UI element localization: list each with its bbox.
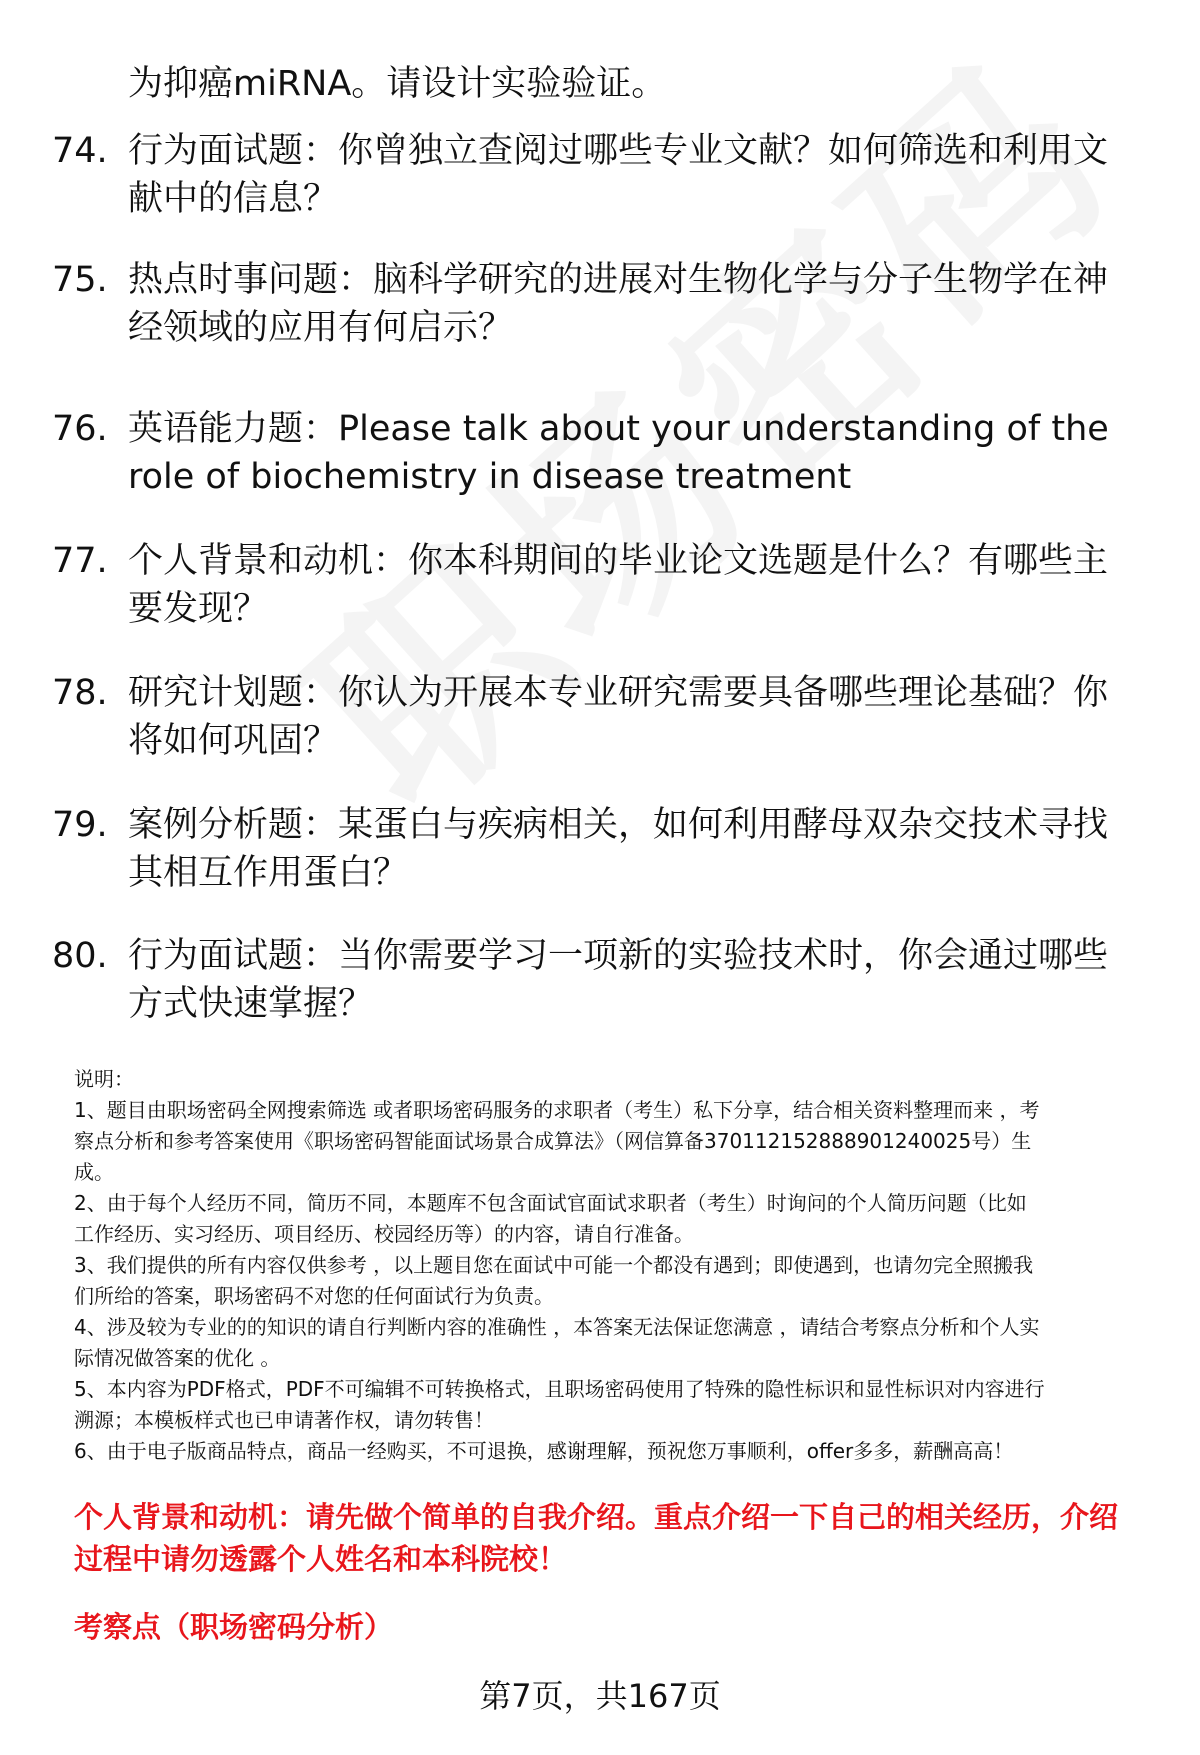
question-text-line1: 热点时事问题：脑科学研究的进展对生物化学与分子生物学在神 <box>128 260 1109 300</box>
question-number: 78. <box>52 673 108 713</box>
notes-line: 2、由于每个人经历不同，简历不同，本题库不包含面试官面试求职者（考生）时询问的个人简历问题（比如 <box>74 1191 1027 1215</box>
question-text-line1: 研究计划题：你认为开展本专业研究需要具备哪些理论基础？你 <box>128 673 1109 713</box>
question-text-line1: 案例分析题：某蛋白与疾病相关，如何利用酵母双杂交技术寻找 <box>128 805 1109 845</box>
question-number: 75. <box>52 260 108 300</box>
question-73-continuation: 为抑癌miRNA。请设计实验验证。 <box>128 64 667 104</box>
question-text-line2: 经领域的应用有何启示？ <box>128 308 514 348</box>
notes-line: 溯源；本模板样式也已申请著作权，请勿转售！ <box>74 1408 494 1432</box>
highlighted-question-line2: 过程中请勿透露个人姓名和本科院校！ <box>74 1542 568 1576</box>
question-number: 74. <box>52 131 108 171</box>
question-text-line2: 献中的信息？ <box>128 179 339 219</box>
notes-line: 成。 <box>74 1160 114 1184</box>
notes-line: 4、涉及较为专业的的知识的请自行判断内容的准确性 ，本答案无法保证您满意 ，请结合考察点分析和个人实 <box>74 1315 1040 1339</box>
analysis-heading: 考察点（职场密码分析） <box>74 1610 394 1644</box>
question-number: 80. <box>52 936 108 976</box>
question-text-line1: 行为面试题：你曾独立查阅过哪些专业文献？如何筛选和利用文 <box>128 131 1109 171</box>
notes-line: 察点分析和参考答案使用《职场密码智能面试场景合成算法》（网信算备370112152888901240025号）生 <box>74 1129 1032 1153</box>
question-text-line1: 个人背景和动机：你本科期间的毕业论文选题是什么？有哪些主 <box>128 541 1109 581</box>
notes-line: 们所给的答案，职场密码不对您的任何面试行为负责。 <box>74 1284 554 1308</box>
question-text-line1: 行为面试题：当你需要学习一项新的实验技术时，你会通过哪些 <box>128 936 1109 976</box>
question-number: 76. <box>52 409 108 449</box>
notes-line: 6、由于电子版商品特点，商品一经购买，不可退换，感谢理解，预祝您万事顺利，offer多多，薪酬高高！ <box>74 1439 1014 1463</box>
notes-line: 际情况做答案的优化 。 <box>74 1346 281 1370</box>
question-text-line1: 英语能力题：Please talk about your understanding of the <box>128 409 1109 449</box>
highlighted-question <box>74 1496 1174 1580</box>
question-text-line2: 将如何巩固？ <box>128 721 339 761</box>
notes-line: 工作经历、实习经历、项目经历、校园经历等）的内容，请自行准备。 <box>74 1222 694 1246</box>
notes-line: 1、题目由职场密码全网搜索筛选 或者职场密码服务的求职者（考生）私下分享，结合相关资料整理而来 ，考 <box>74 1098 1040 1122</box>
question-number: 79. <box>52 805 108 845</box>
question-text-line2: 方式快速掌握？ <box>128 984 374 1024</box>
question-text-line2: role of biochemistry in disease treatment <box>128 457 852 497</box>
question-text-line2: 要发现？ <box>128 589 269 629</box>
question-text-line2: 其相互作用蛋白？ <box>128 853 409 893</box>
notes-line: 5、本内容为PDF格式，PDF不可编辑不可转换格式，且职场密码使用了特殊的隐性标识和显性标识对内容进行 <box>74 1377 1045 1401</box>
notes-title: 说明： <box>74 1067 134 1091</box>
notes-line: 3、我们提供的所有内容仅供参考 ，以上题目您在面试中可能一个都没有遇到；即使遇到，也请勿完全照搬我 <box>74 1253 1034 1277</box>
notes-section <box>74 1064 1154 1467</box>
page-footer: 第7页，共167页 <box>479 1677 721 1715</box>
highlighted-question-line1: 个人背景和动机：请先做个简单的自我介绍。重点介绍一下自己的相关经历，介绍 <box>74 1500 1119 1534</box>
question-number: 77. <box>52 541 108 581</box>
